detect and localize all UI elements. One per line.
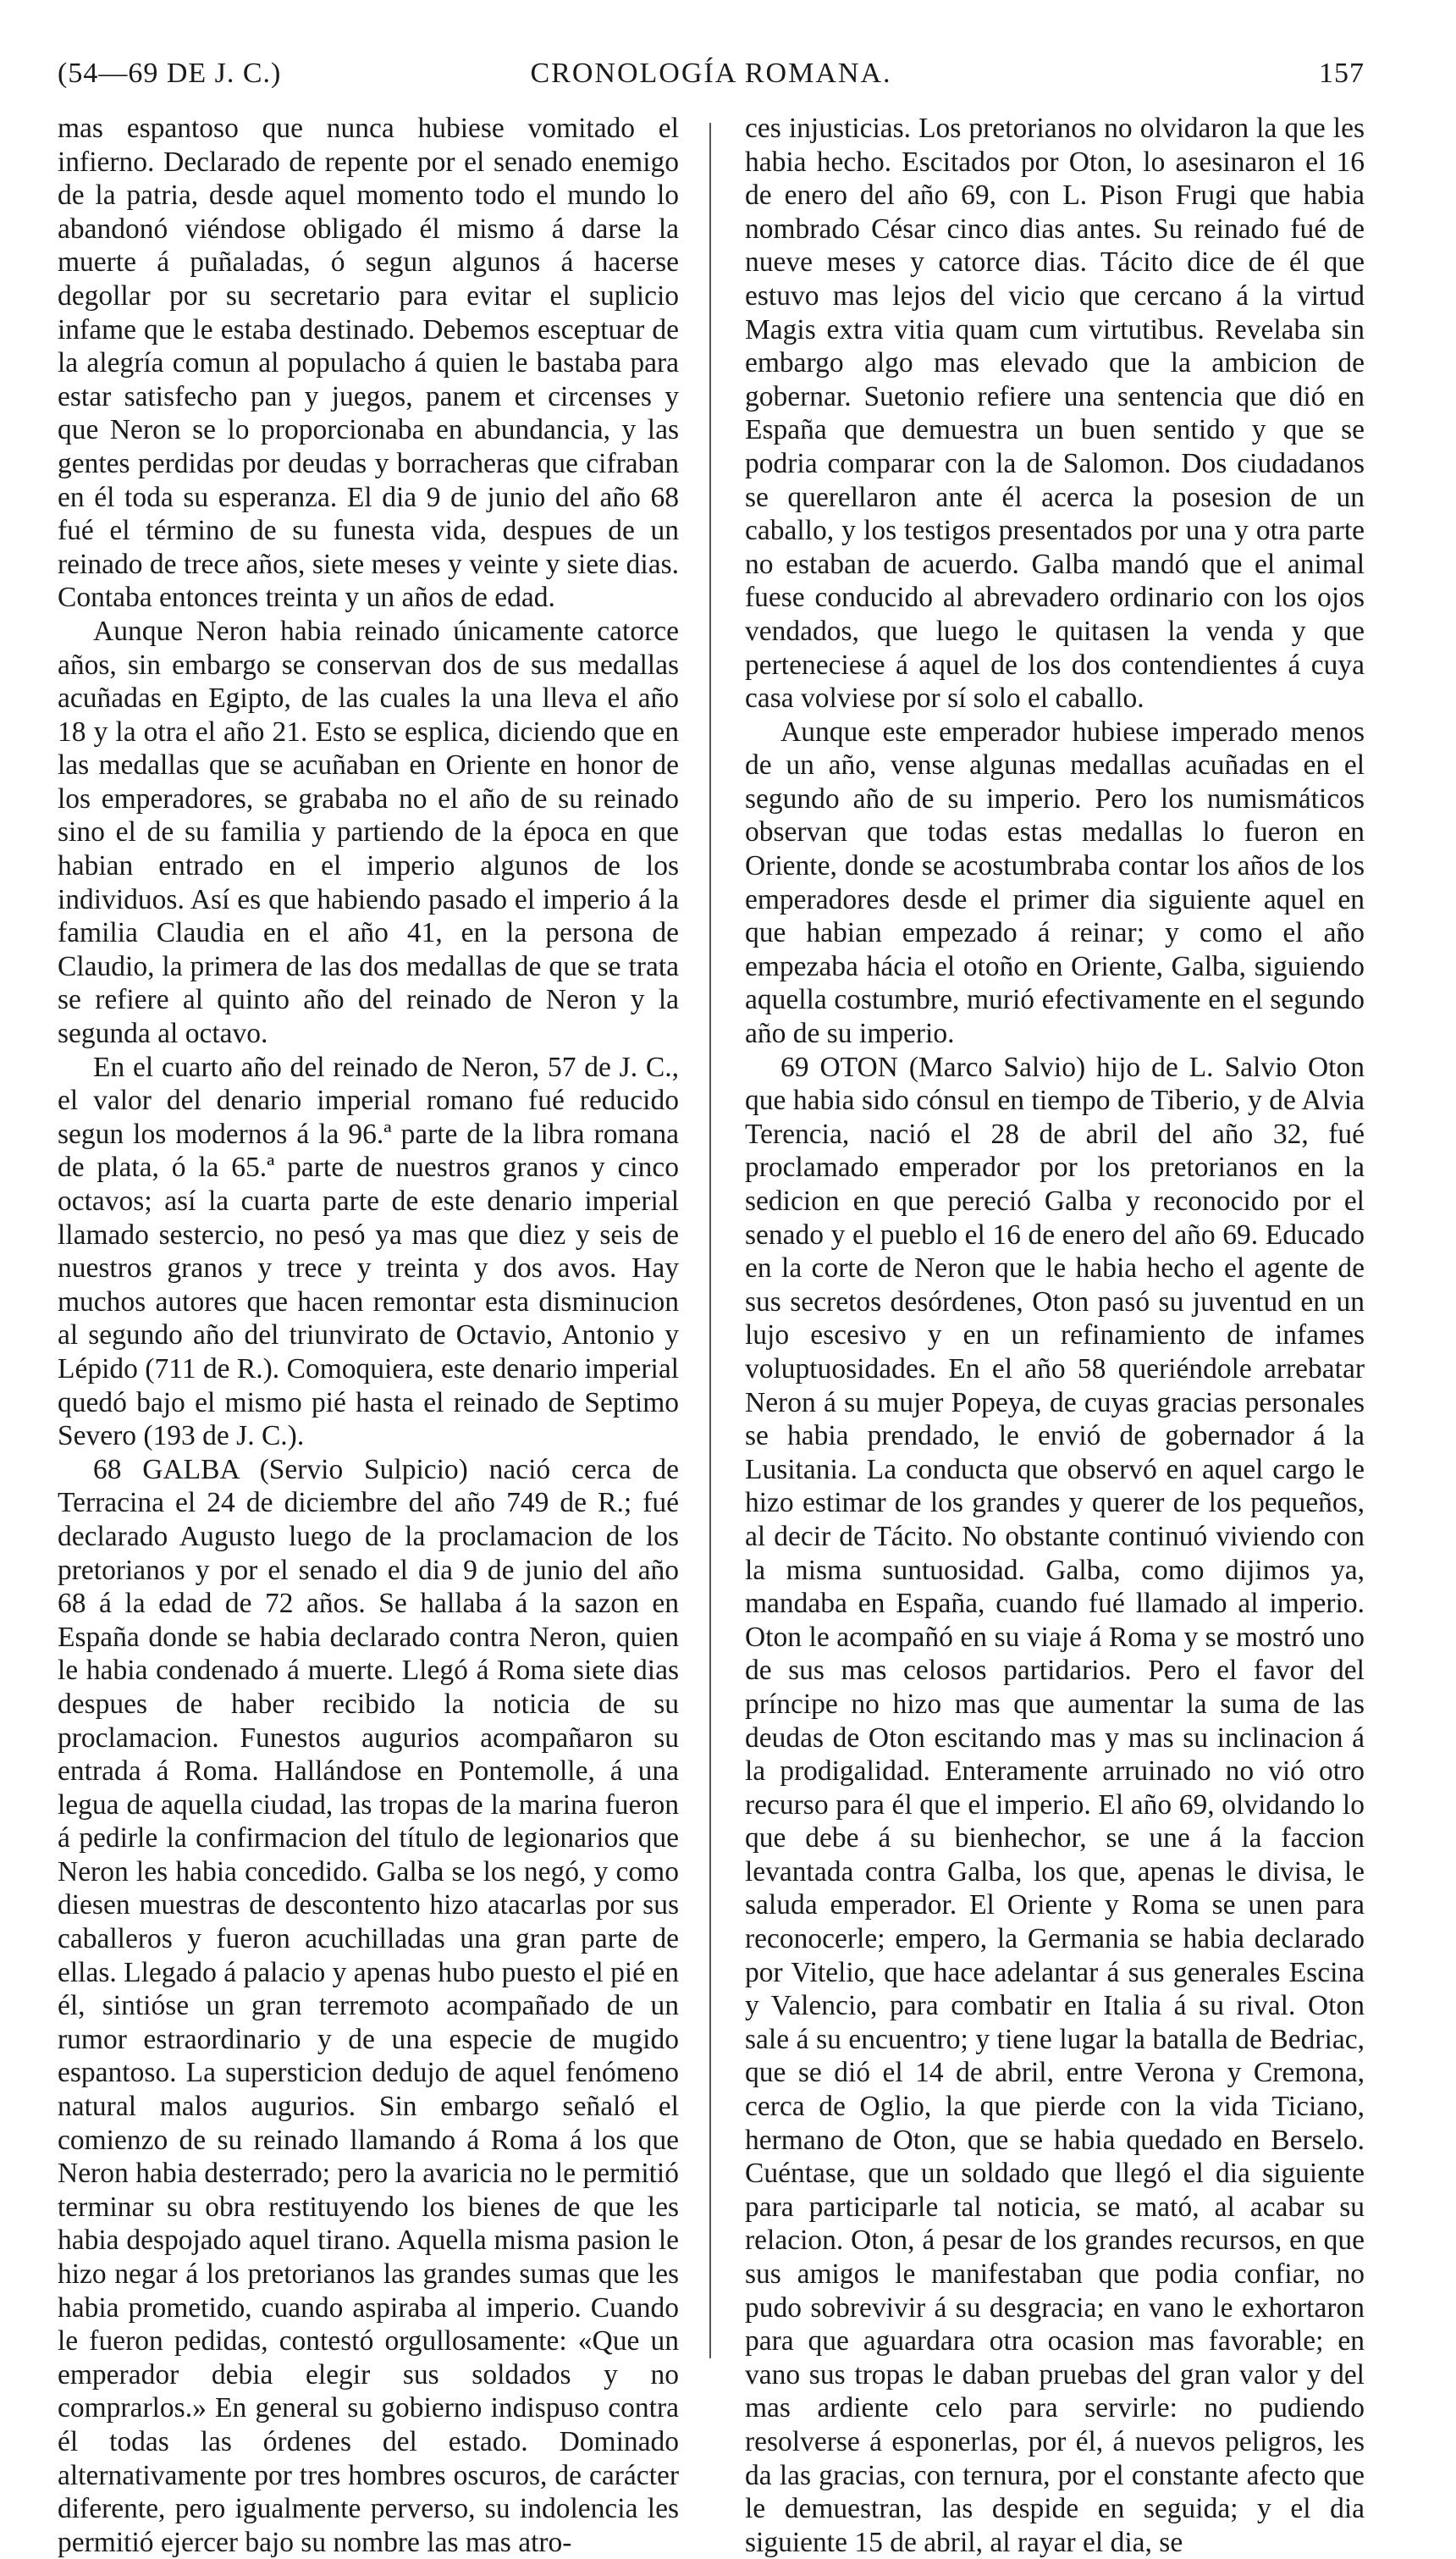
column-divider bbox=[709, 123, 711, 2358]
left-paragraph-3: En el cuarto año del reinado de Neron, 57 de J. C., el valor del denario imperial romano fué reducido segun los modernos á la 96.ª parte de la libra romana de plata, ó la 65.ª parte de nuestros granos y cinco octavos; así la cuarta parte de este denario imperial llamado sestercio, no pesó ya mas que diez y seis de nuestros granos y trece y treinta y dos avos. Hay muchos autores que hacen remontar esta disminucion al segundo año del triunvirato de Octavio, Antonio y Lépido (711 de R.). Comoquiera, este denario imperial quedó bajo el mismo pié hasta el reinado de Septimo Severo (193 de J. C.). bbox=[58, 1051, 679, 1452]
left-paragraph-galba: 68 GALBA (Servio Sulpicio) nació cerca de Terracina el 24 de diciembre del año 749 de R.; fué declarado Augusto luego de la proclamacion de los pretorianos y por el senado el dia 9 de junio del año 68 á la edad de 72 años. Se hallaba á la sazon en España donde se habia declarado contra Neron, quien le habia condenado á muerte. Llegó á Roma siete dias despues de haber recibido la noticia de su proclamacion. Funestos augurios acompañaron su entrada á Roma. Hallándose en Pontemolle, á una legua de aquella ciudad, las tropas de la marina fueron á pedirle la confirmacion del título de legionarios que Neron les habia concedido. Galba se los negó, y como diesen muestras de descontento hizo atacarlas por sus caballeros y fueron acuchilladas una gran parte de ellas. Llegado á palacio y apenas hubo puesto el pié en él, sintióse un gran terremoto acompañado de un rumor estraordinario y de una especie de mugido espantoso. La supersticion dedujo de aquel fenómeno natural malos augurios. Sin embargo señaló el comienzo de su reinado llamando á Roma á los que Neron habia desterrado; pero la avaricia no le permitió terminar su obra restituyendo los bienes de que les habia despojado aquel tirano. Aquella misma pasion le hizo negar á los pretorianos las grandes sumas que les habia prometido, cuando aspiraba al imperio. Cuando le fueron pedidas, contestó orgullosamente: «Que un emperador debia elegir sus soldados y no comprarlos.» En general su gobierno indispuso contra él todas las órdenes del estado. Dominado alternativamente por tres hombres oscuros, de carácter diferente, pero igualmente perverso, su indolencia les permitió ejercer bajo su nombre las mas atro- bbox=[58, 1453, 679, 2558]
right-paragraph-2: Aunque este emperador hubiese imperado menos de un año, vense algunas medallas acuñadas en el segundo año de su imperio. Pero los numismáticos observan que todas estas medallas lo fueron en Oriente, donde se acostumbraba contar los años de los emperadores desde el primer dia siguiente aquel en que habian empezado á reinar; y como el año empezaba hácia el otoño en Oriente, Galba, siguiendo aquella costumbre, murió efectivamente en el segundo año de su imperio. bbox=[745, 716, 1365, 1050]
right-column bbox=[745, 112, 1365, 2558]
header-title: CRONOLOGÍA ROMANA. bbox=[530, 58, 892, 89]
left-paragraph-1: mas espantoso que nunca hubiese vomitado el infierno. Declarado de repente por el senado enemigo de la patria, desde aquel momento todo el mundo lo abandonó viéndose obligado él mismo á darse la muerte á puñaladas, ó segun algunos á hacerse degollar por su secretario para evitar el suplicio infame que le estaba destinado. Debemos esceptuar de la alegría comun al populacho á quien le bastaba para estar satisfecho pan y juegos, panem et circenses y que Neron se lo proporcionaba en abundancia, y las gentes perdidas por deudas y borracheras que cifraban en él toda su esperanza. El dia 9 de junio del año 68 fué el término de su funesta vida, despues de un reinado de trece años, siete meses y veinte y siete dias. Contaba entonces treinta y un años de edad. bbox=[58, 113, 679, 614]
left-column bbox=[58, 112, 679, 2558]
left-paragraph-2: Aunque Neron habia reinado únicamente catorce años, sin embargo se conservan dos de sus medallas acuñadas en Egipto, de las cuales la una lleva el año 18 y la otra el año 21. Esto se esplica, diciendo que en las medallas que se acuñaban en Oriente en honor de los emperadores, se grababa no el año de su reinado sino el de su familia y partiendo de la época en que habian entrado en el imperio algunos de los individuos. Así es que habiendo pasado el imperio á la familia Claudia en el año 41, en la persona de Claudio, la primera de las dos medallas de que se trata se refiere al quinto año del reinado de Neron y la segunda al octavo. bbox=[58, 615, 679, 1050]
page-header bbox=[58, 58, 1365, 102]
header-date-range: (54—69 DE J. C.) bbox=[58, 58, 282, 89]
right-paragraph-1: ces injusticias. Los pretorianos no olvidaron la que les habia hecho. Escitados por Oton, lo asesinaron el 16 de enero del año 69, con L. Pison Frugi que habia nombrado César cinco dias antes. Su reinado fué de nueve meses y catorce dias. Tácito dice de él que estuvo mas lejos del vicio que cercano á la virtud Magis extra vitia quam cum virtutibus. Revelaba sin embargo algo mas elevado que la ambicion de gobernar. Suetonio refiere una sentencia que dió en España que demuestra un buen sentido y que se podria comparar con la de Salomon. Dos ciudadanos se querellaron ante él acerca la posesion de un caballo, y los testigos presentados por una y otra parte no estaban de acuerdo. Galba mandó que el animal fuese conducido al abrevadero ordinario con los ojos vendados, que luego le quitasen la venda y que perteneciese á aquel de los dos contendientes á cuya casa volviese por sí solo el caballo. bbox=[745, 113, 1365, 715]
right-paragraph-oton: 69 OTON (Marco Salvio) hijo de L. Salvio Oton que habia sido cónsul en tiempo de Tiberio, y de Alvia Terencia, nació el 28 de abril del año 32, fué proclamado emperador por los pretorianos en la sedicion en que pereció Galba y reconocido por el senado y el pueblo el 16 de enero del año 69. Educado en la corte de Neron que le habia hecho el agente de sus secretos desórdenes, Oton pasó su juventud en un lujo escesivo y en un refinamiento de infames voluptuosidades. En el año 58 queriéndole arrebatar Neron á su mujer Popeya, de cuyas gracias personales se habia prendado, le envió de gobernador á la Lusitania. La conducta que observó en aquel cargo le hizo estimar de los grandes y querer de los pequeños, al decir de Tácito. No obstante continuó viviendo con la misma suntuosidad. Galba, como dijimos ya, mandaba en España, cuando fué llamado al imperio. Oton le acompañó en su viaje á Roma y se mostró uno de sus mas celosos partidarios. Pero el favor del príncipe no hizo mas que aumentar la suma de las deudas de Oton escitando mas y mas su inclinacion á la prodigalidad. Enteramente arruinado no vió otro recurso para él que el imperio. El año 69, olvidando lo que debe á su bienhechor, se une á la faccion levantada contra Galba, los que, apenas le divisa, le saluda emperador. El Oriente y Roma se unen para reconocerle; empero, la Germania se habia declarado por Vitelio, que hace adelantar á sus generales Escina y Valencio, para combatir en Italia á su rival. Oton sale á su encuentro; y tiene lugar la batalla de Bedriac, que se dió el 14 de abril, entre Verona y Cremona, cerca de Oglio, la que pierde con la vida Ticiano, hermano de Oton, que se habia quedado en Berselo. Cuéntase, que un soldado que llegó el dia siguiente para participarle tal noticia, se mató, al acabar su relacion. Oton, á pesar de los grandes recursos, en que sus amigos le manifestaban que podia confiar, no pudo sobrevivir á su desgracia; en vano le exhortaron para que aguardara otra ocasion mas favorable; en vano sus tropas le daban pruebas del gran valor y del mas ardiente celo para servirle: no pudiendo resolverse á esponerlas, por él, á nuevos peligros, les da las gracias, con ternura, por el constante afecto que le demuestran, las despide en seguida; y el dia siguiente 15 de abril, al rayar el dia, se bbox=[745, 1051, 1365, 2558]
page-number: 157 bbox=[1319, 58, 1365, 89]
